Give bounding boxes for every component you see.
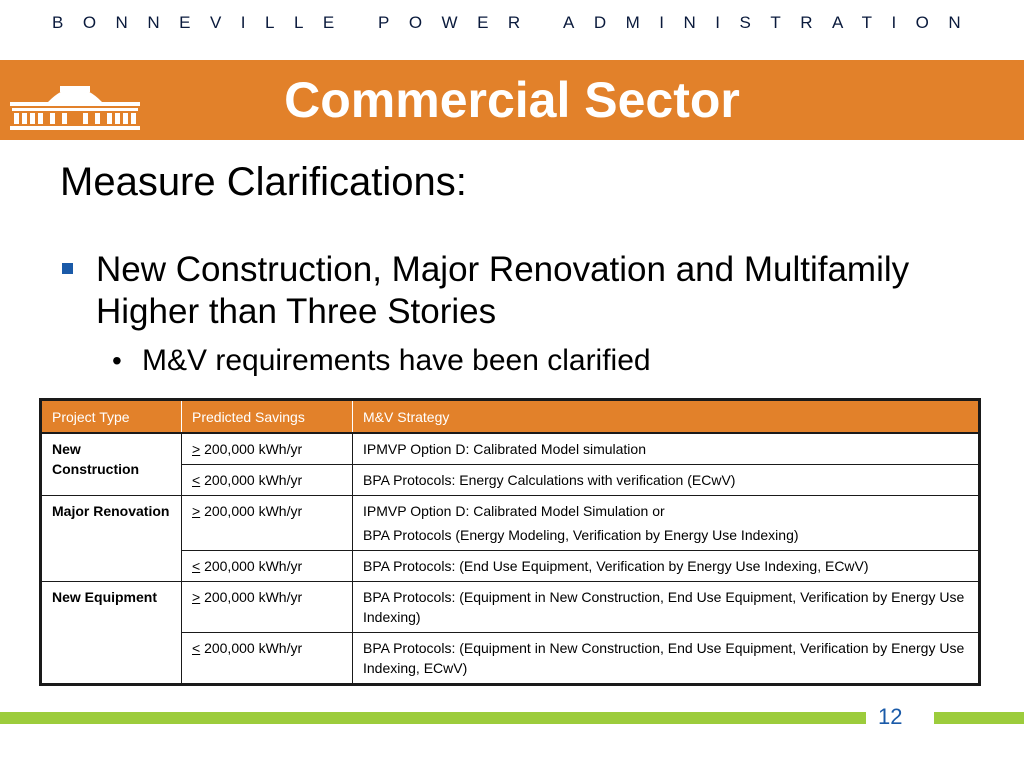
page-number: 12	[878, 704, 903, 729]
strategy-cell: BPA Protocols: (Equipment in New Construction, End Use Equipment, Verification by Energy Use Indexing)	[353, 582, 980, 633]
table-row	[41, 496, 980, 551]
column-header-project-type: Project Type	[41, 400, 182, 434]
section-subheading: Measure Clarifications:	[60, 160, 467, 204]
footer-bar-right	[934, 712, 1024, 724]
table-row	[41, 551, 980, 582]
column-header-mv-strategy: M&V Strategy	[353, 400, 980, 434]
sub-bullet-item	[112, 342, 651, 380]
bullet-text: New Construction, Major Renovation and Multifamily Higher than Three Stories	[96, 250, 910, 331]
sub-bullet-text: M&V requirements have been clarified	[142, 344, 651, 377]
strategy-cell: BPA Protocols: Energy Calculations with verification (ECwV)	[353, 465, 980, 496]
table-header-row	[41, 400, 980, 434]
organization-banner	[0, 0, 1024, 48]
dot-bullet-icon: •	[112, 345, 122, 376]
strategy-line: IPMVP Option D: Calibrated Model Simulation or	[363, 503, 665, 519]
savings-cell: > 200,000 kWh/yr	[182, 496, 353, 551]
square-bullet-icon	[62, 263, 73, 274]
column-header-predicted-savings: Predicted Savings	[182, 400, 353, 434]
savings-cell: > 200,000 kWh/yr	[182, 582, 353, 633]
table-row	[41, 465, 980, 496]
table-row	[41, 582, 980, 633]
project-type-cell: New Equipment	[41, 582, 182, 685]
strategy-cell	[353, 496, 980, 551]
title-bar	[0, 60, 1024, 140]
mv-strategy-table	[39, 398, 981, 686]
project-type-cell: New Construction	[41, 433, 182, 496]
strategy-line: BPA Protocols (Energy Modeling, Verification by Energy Use Indexing)	[363, 527, 799, 543]
strategy-cell: IPMVP Option D: Calibrated Model simulation	[353, 433, 980, 465]
strategy-cell: BPA Protocols: (Equipment in New Construction, End Use Equipment, Verification by Energy Use Indexing, ECwV)	[353, 633, 980, 685]
savings-cell: < 200,000 kWh/yr	[182, 633, 353, 685]
project-type-cell: Major Renovation	[41, 496, 182, 582]
slide-title: Commercial Sector	[284, 72, 740, 128]
organization-name: BONNEVILLE POWER ADMINISTRATION	[52, 13, 981, 32]
footer-bar	[0, 712, 866, 724]
savings-cell: < 200,000 kWh/yr	[182, 465, 353, 496]
table-row	[41, 633, 980, 685]
bullet-item	[62, 249, 982, 333]
savings-cell: < 200,000 kWh/yr	[182, 551, 353, 582]
savings-cell: > 200,000 kWh/yr	[182, 433, 353, 465]
table-row	[41, 433, 980, 465]
strategy-cell: BPA Protocols: (End Use Equipment, Verification by Energy Use Indexing, ECwV)	[353, 551, 980, 582]
